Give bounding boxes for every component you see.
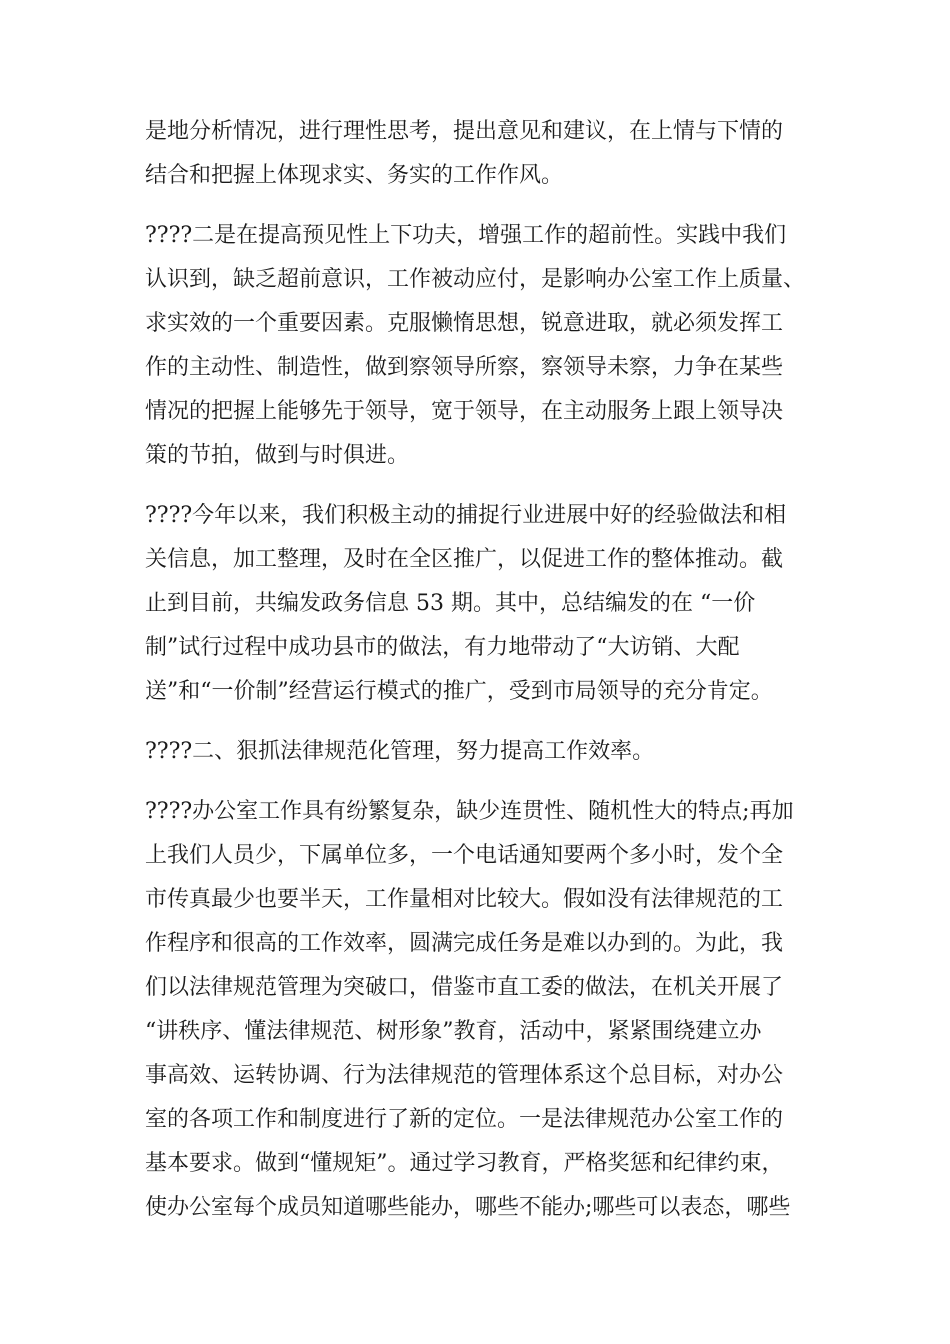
text-line: 止到目前，共编发政务信息 53 期。其中，总结编发的在 “一价 [145, 591, 756, 616]
text-line: ????今年以来，我们积极主动的捕捉行业进展中好的经验做法和相 [145, 503, 787, 528]
text-line: “讲秩序、懂法律规范、树形象”教育，活动中，紧紧围绕建立办 [145, 1019, 762, 1044]
text-line: ????办公室工作具有纷繁复杂，缺少连贯性、随机性大的特点;再加 [145, 799, 794, 824]
text-line: 作的主动性、制造性，做到察领导所察，察领导未察，力争在某些 [145, 355, 784, 380]
paragraph [145, 110, 810, 198]
text-line: 关信息，加工整理，及时在全区推广，以促进工作的整体推动。截 [145, 547, 784, 572]
text-line: 情况的把握上能够先于领导，宽于领导，在主动服务上跟上领导决 [145, 399, 784, 424]
text-line: 上我们人员少，下属单位多，一个电话通知要两个多小时，发个全 [145, 843, 784, 868]
paragraph [145, 214, 810, 478]
text-line: ????二、狠抓法律规范化管理，努力提高工作效率。 [145, 739, 655, 764]
text-line: 求实效的一个重要因素。克服懒惰思想，锐意进取，就必须发挥工 [145, 311, 784, 336]
paragraph [145, 790, 810, 1230]
text-line: 基本要求。做到“懂规矩”。通过学习教育，严格奖惩和纪律约束， [145, 1151, 784, 1176]
text-line: 策的节拍，做到与时俱进。 [145, 443, 410, 468]
text-line: 送”和“一价制”经营运行模式的推广，受到市局领导的充分肯定。 [145, 679, 773, 704]
text-line: 制”试行过程中成功县市的做法，有力地带动了“大访销、大配 [145, 635, 740, 660]
text-line: 作程序和很高的工作效率，圆满完成任务是难以办到的。为此，我 [145, 931, 784, 956]
text-line: 使办公室每个成员知道哪些能办，哪些不能办;哪些可以表态，哪些 [145, 1195, 791, 1220]
text-line: 市传真最少也要半天，工作量相对比较大。假如没有法律规范的工 [145, 887, 784, 912]
text-line: 结合和把握上体现求实、务实的工作作风。 [145, 163, 564, 188]
text-line: 认识到，缺乏超前意识，工作被动应付，是影响办公室工作上质量、 [145, 267, 806, 292]
text-line: ????二是在提高预见性上下功夫，增强工作的超前性。实践中我们 [145, 223, 787, 248]
paragraph [145, 494, 810, 714]
text-line: 是地分析情况，进行理性思考，提出意见和建议，在上情与下情的 [145, 119, 784, 144]
text-line: 们以法律规范管理为突破口，借鉴市直工委的做法，在机关开展了 [145, 975, 784, 1000]
text-line: 事高效、运转协调、行为法律规范的管理体系这个总目标，对办公 [145, 1063, 784, 1088]
document-body [145, 110, 810, 1246]
paragraph [145, 730, 810, 774]
text-line: 室的各项工作和制度进行了新的定位。一是法律规范办公室工作的 [145, 1107, 784, 1132]
